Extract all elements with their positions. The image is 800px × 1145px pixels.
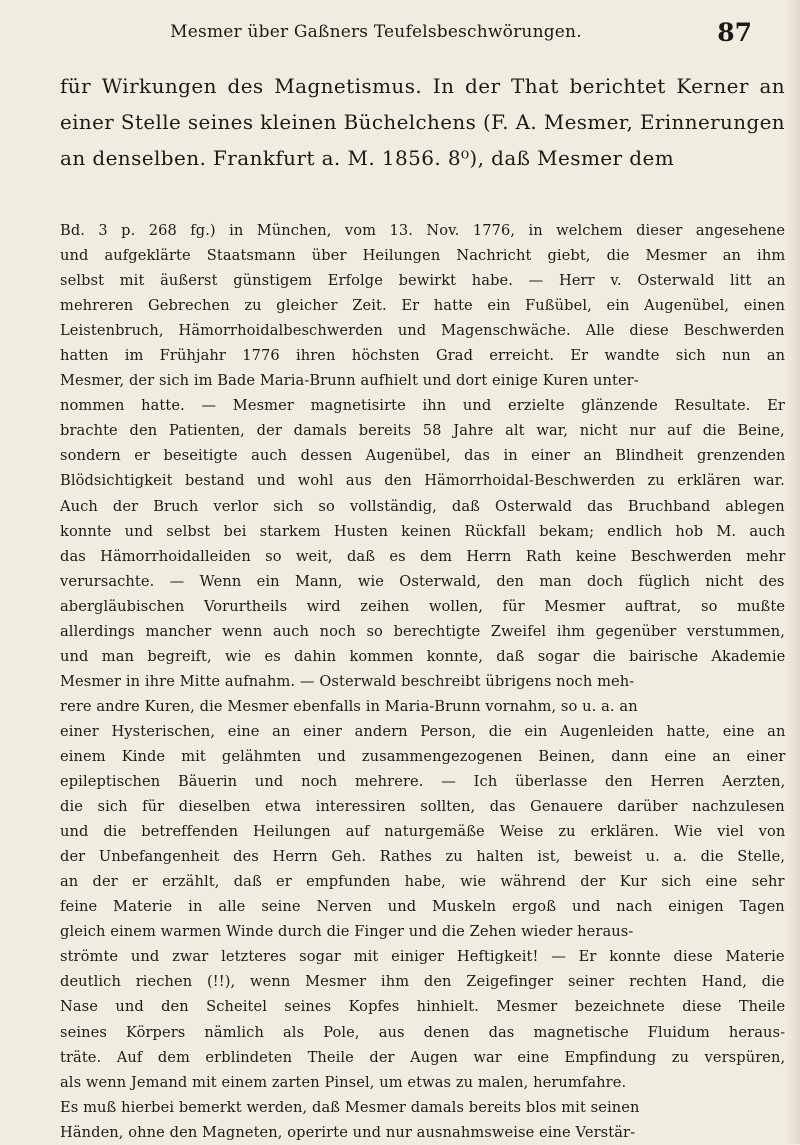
footnote-line: gleich einem warmen Winde durch die Finger und die Zehen wieder heraus- <box>60 923 634 941</box>
footnote-line: an der er erzählt, daß er empfunden habe, wie während der Kur sich eine sehr <box>60 873 785 891</box>
body-text-line: für Wirkungen des Magnetismus. In der That berichtet Kerner an <box>60 74 786 98</box>
footnote-line: die sich für dieselben etwa interessiren sollten, das Genauere darüber nachzulesen <box>60 798 785 816</box>
footnote-line: rere andre Kuren, die Mesmer ebenfalls in Maria-Brunn vornahm, so u. a. an <box>60 697 638 715</box>
footnote-line: träte. Auf dem erblindeten Theile der Augen war eine Empfindung zu verspüren, <box>60 1048 786 1066</box>
footnote-line: sondern er beseitigte auch dessen Augenübel, das in einer an Blindheit grenzenden <box>60 447 786 465</box>
footnote-line: allerdings mancher wenn auch noch so berechtigte Zweifel ihm gegenüber verstummen, <box>60 622 785 640</box>
footnote-line: einer Hysterischen, eine an einer andern Person, die ein Augenleiden hatte, eine an <box>60 722 786 740</box>
page-number: 87 <box>717 18 752 47</box>
main-text <box>60 68 790 177</box>
footnote-line: mehreren Gebrechen zu gleicher Zeit. Er hatte ein Fußübel, ein Augenübel, einen <box>60 297 786 315</box>
footnote-line: als wenn Jemand mit einem zarten Pinsel, um etwas zu malen, herumfahre. <box>60 1073 627 1091</box>
footnote-line: und man begreift, wie es dahin kommen konnte, daß sogar die bairische Akademie <box>60 647 786 665</box>
footnote-line: Bd. 3 p. 268 fg.) in München, vom 13. Nov. 1776, in welchem dieser angesehene <box>60 222 786 239</box>
footnote-line: konnte und selbst bei starkem Husten keinen Rückfall bekam; endlich hob M. auch <box>60 522 786 540</box>
body-text-line: einer Stelle seines kleinen Büchelchens (F. A. Mesmer, Erinnerungen <box>60 110 785 135</box>
footnote-line: der Unbefangenheit des Herrn Geh. Rathes zu halten ist, beweist u. a. die Stelle, <box>60 848 786 866</box>
footnote-line: seines Körpers nämlich als Pole, aus denen das magnetische Fluidum heraus- <box>60 1023 786 1041</box>
footnote-line: und aufgeklärte Staatsmann über Heilungen Nachricht giebt, die Mesmer an ihm <box>60 247 786 265</box>
footnote-line: einem Kinde mit gelähmten und zusammengezogenen Beinen, dann eine an einer <box>60 747 786 765</box>
footnote-line: feine Materie in alle seine Nerven und Muskeln ergoß und nach einigen Tagen <box>60 898 785 916</box>
footnote-line: nommen hatte. — Mesmer magnetisirte ihn und erzielte glänzende Resultate. Er <box>60 397 785 415</box>
footnote-line: das Hämorrhoidalleiden so weit, daß es dem Herrn Rath keine Beschwerden mehr <box>60 547 786 565</box>
footnote-line: abergläubischen Vorurtheils wird zeihen wollen, für Mesmer auftrat, so mußte <box>60 597 786 615</box>
footnote-line: Blödsichtigkeit bestand und wohl aus den Hämorrhoidal-Beschwerden zu erklären war. <box>60 472 785 490</box>
footnote <box>60 218 790 1145</box>
footnote-line: Auch der Bruch verlor sich so vollständig, daß Osterwald das Bruchband ablegen <box>60 497 785 515</box>
footnote-line: und die betreffenden Heilungen auf naturgemäße Weise zu erklären. Wie viel von <box>60 823 786 841</box>
footnote-line: epileptischen Bäuerin und noch mehrere. — Ich überlasse den Herren Aerzten, <box>60 773 786 791</box>
footnote-line: deutlich riechen (!!), wenn Mesmer ihm den Zeigefinger seiner rechten Hand, die <box>60 973 785 991</box>
footnote-line: strömte und zwar letzteres sogar mit einiger Heftigkeit! — Er konnte diese Materie <box>60 948 785 966</box>
page-edge-shadow <box>786 0 800 1144</box>
footnote-line: selbst mit äußerst günstigem Erfolge bewirkt habe. — Herr v. Osterwald litt an <box>60 272 786 290</box>
body-text-line: an denselben. Frankfurt a. M. 1856. 8⁰), daß Mesmer dem <box>60 146 675 171</box>
footnote-line: hatten im Frühjahr 1776 ihren höchsten Grad erreicht. Er wandte sich nun an <box>60 347 786 365</box>
footnote-line: brachte den Patienten, der damals bereits 58 Jahre alt war, nicht nur auf die Beine, <box>60 422 785 440</box>
footnote-line: Leistenbruch, Hämorrhoidalbeschwerden und Magenschwäche. Alle diese Beschwerden <box>60 322 785 340</box>
running-title: Mesmer über Gaßners Teufelsbeschwörungen. <box>170 22 582 42</box>
footnote-line: Nase und den Scheitel seines Kopfes hinhielt. Mesmer bezeichnete diese Theile <box>60 998 786 1016</box>
footnote-line: Händen, ohne den Magneten, operirte und nur ausnahmsweise eine Verstär- <box>60 1123 636 1141</box>
footnote-line: Es muß hierbei bemerkt werden, daß Mesmer damals bereits blos mit seinen <box>60 1098 640 1116</box>
footnote-line: Mesmer, der sich im Bade Maria-Brunn aufhielt und dort einige Kuren unter- <box>60 372 639 390</box>
running-header <box>60 18 752 52</box>
footnote-line: verursachte. — Wenn ein Mann, wie Osterwald, den man doch füglich nicht des <box>60 572 785 590</box>
footnote-line: Mesmer in ihre Mitte aufnahm. — Osterwald beschreibt übrigens noch meh- <box>60 672 635 690</box>
